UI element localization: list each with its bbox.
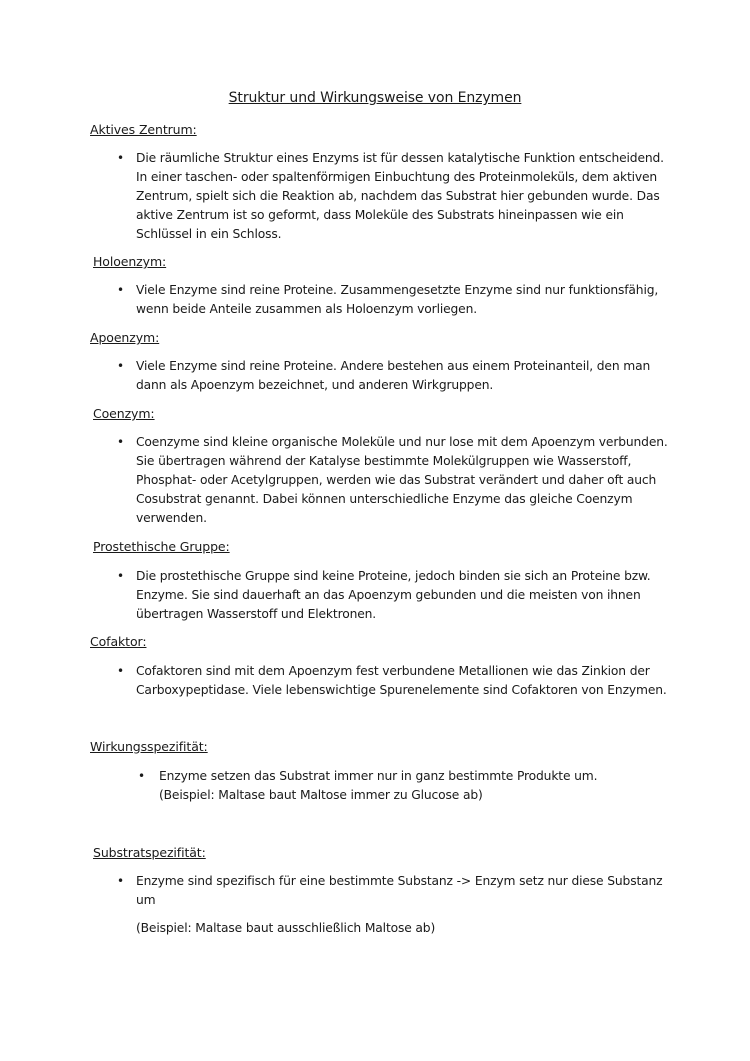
bullet-icon: • — [138, 769, 146, 783]
text-line: In einer taschen- oder spaltenförmigen Einbuchtung des Proteinmoleküls, dem aktiven — [136, 170, 658, 184]
text-line: Viele Enzyme sind reine Proteine. Andere bestehen aus einem Proteinanteil, den man — [136, 359, 651, 373]
section-text-prostethische-gruppe — [136, 567, 651, 624]
section-heading-apoenzym: Apoenzym: — [90, 330, 160, 345]
section-heading-aktives-zentrum: Aktives Zentrum: — [90, 122, 197, 137]
document-title: Struktur und Wirkungsweise von Enzymen — [228, 90, 522, 106]
bullet-icon: • — [117, 151, 125, 165]
text-line: Enzyme setzen das Substrat immer nur in ganz bestimmte Produkte um. — [159, 769, 598, 783]
text-line: aktive Zentrum ist so geformt, dass Moleküle des Substrats hineinpassen wie ein — [136, 208, 624, 222]
section-heading-cofaktor: Cofaktor: — [90, 634, 147, 649]
section-text-holoenzym — [136, 281, 658, 319]
section-text-apoenzym — [136, 357, 650, 395]
text-line: Enzyme sind spezifisch für eine bestimmte Substanz -> Enzym setz nur diese Substanz — [136, 874, 663, 888]
text-line: Sie übertragen während der Katalyse bestimmte Molekülgruppen wie Wasserstoff, — [136, 454, 632, 468]
text-line: Cosubstrat genannt. Dabei können unterschiedliche Enzyme das gleiche Coenzym — [136, 492, 633, 506]
section-text-substratspezifitaet — [136, 872, 662, 910]
text-line: Schlüssel in ein Schloss. — [136, 227, 282, 241]
section-text-cofaktor — [136, 662, 667, 700]
text-line: wenn beide Anteile zusammen als Holoenzym vorliegen. — [136, 302, 477, 316]
text-line: verwenden. — [136, 511, 207, 525]
section-heading-coenzym: Coenzym: — [93, 406, 155, 421]
bullet-icon: • — [117, 569, 125, 583]
text-line: übertragen Wasserstoff und Elektronen. — [136, 607, 377, 621]
bullet-icon: • — [117, 435, 125, 449]
section-text-coenzym — [136, 433, 668, 528]
section-heading-holoenzym: Holoenzym: — [93, 254, 167, 269]
text-line: Cofaktoren sind mit dem Apoenzym fest verbundene Metallionen wie das Zinkion der — [136, 664, 650, 678]
text-line: um — [136, 893, 156, 907]
text-line: (Beispiel: Maltase baut Maltose immer zu Glucose ab) — [159, 788, 483, 802]
section-text-wirkungsspezifitaet — [159, 767, 597, 805]
text-line: Carboxypeptidase. Viele lebenswichtige Spurenelemente sind Cofaktoren von Enzymen. — [136, 683, 667, 697]
example-note: (Beispiel: Maltase baut ausschließlich Maltose ab) — [136, 921, 436, 935]
section-heading-substratspezifitaet: Substratspezifität: — [93, 845, 206, 860]
text-line: Zentrum, spielt sich die Reaktion ab, nachdem das Substrat hier gebunden wurde. Das — [136, 189, 660, 203]
section-heading-wirkungsspezifitaet: Wirkungsspezifität: — [90, 739, 208, 754]
text-line: Die prostethische Gruppe sind keine Proteine, jedoch binden sie sich an Proteine bzw. — [136, 569, 651, 583]
section-heading-prostethische-gruppe: Prostethische Gruppe: — [93, 539, 230, 554]
section-text-aktives-zentrum — [136, 149, 664, 244]
text-line: Die räumliche Struktur eines Enzyms ist für dessen katalytische Funktion entscheidend. — [136, 151, 664, 165]
text-line: dann als Apoenzym bezeichnet, und anderen Wirkgruppen. — [136, 378, 494, 392]
text-line: Coenzyme sind kleine organische Moleküle und nur lose mit dem Apoenzym verbunden. — [136, 435, 668, 449]
text-line: Phosphat- oder Acetylgruppen, werden wie das Substrat verändert und daher oft auch — [136, 473, 657, 487]
bullet-icon: • — [117, 874, 125, 888]
text-line: Viele Enzyme sind reine Proteine. Zusammengesetzte Enzyme sind nur funktionsfähig, — [136, 283, 659, 297]
text-line: Enzyme. Sie sind dauerhaft an das Apoenzym gebunden und die meisten von ihnen — [136, 588, 641, 602]
bullet-icon: • — [117, 359, 125, 373]
bullet-icon: • — [117, 664, 125, 678]
bullet-icon: • — [117, 283, 125, 297]
